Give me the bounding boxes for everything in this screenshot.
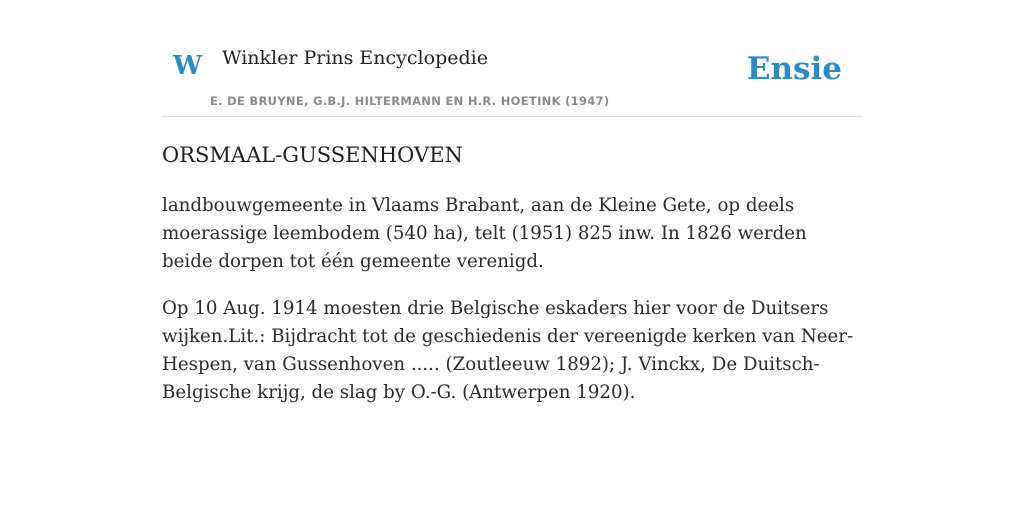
header: [162, 40, 862, 117]
ensie-logo[interactable]: Ensie: [746, 51, 842, 87]
article-paragraph: Op 10 Aug. 1914 moesten drie Belgische eskaders hier voor de Duitsers wijken.Lit.: Bijdracht tot de geschiedenis der vereenigde kerken van Neer-Hespen, van Gussenhoven ..... (Zoutleeuw 1892); J. Vinckx, De Duitsch-Belgische krijg, de slag by O.-G. (Antwerpen 1920).: [162, 298, 854, 403]
article-title: ORSMAAL-GUSSENHOVEN: [162, 143, 463, 167]
winkler-prins-logo[interactable]: W: [173, 51, 203, 81]
article-paragraph: landbouwgemeente in Vlaams Brabant, aan de Kleine Gete, op deels moerassige leembodem (540 ha), telt (1951) 825 inw. In 1826 werden beide dorpen tot één gemeente verenigd.: [162, 195, 807, 272]
authors-line: E. DE BRUYNE, G.B.J. HILTERMANN EN H.R. HOETINK (1947): [210, 94, 610, 108]
book-title-link[interactable]: Winkler Prins Encyclopedie: [222, 47, 488, 69]
